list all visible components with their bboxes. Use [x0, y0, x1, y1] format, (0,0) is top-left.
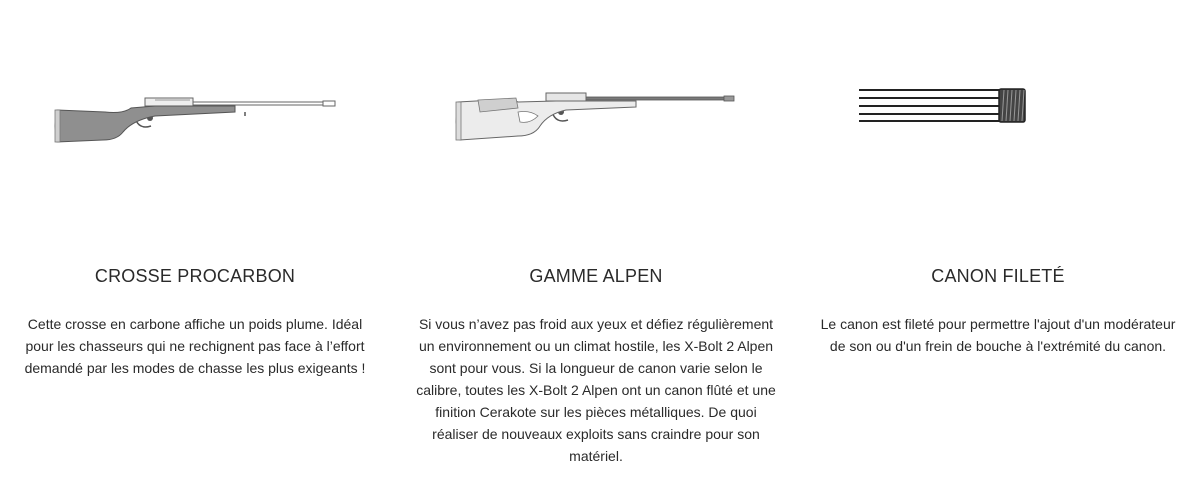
feature-alpen	[406, 0, 786, 498]
feature-threaded-barrel	[808, 0, 1188, 498]
feature-title: GAMME ALPEN	[529, 266, 663, 286]
rifle-procarbon-icon	[5, 60, 385, 180]
feature-description: Cette crosse en carbone affiche un poids plume. Idéal pour les chasseurs qui ne rechignent pas face à l’effort demandé par les modes de chasse les plus exigeants !	[24, 316, 366, 376]
feature-title: CANON FILETÉ	[931, 266, 1065, 286]
feature-description: Si vous n’avez pas froid aux yeux et défiez régulièrement un environnement ou un climat hostile, les X-Bolt 2 Alpen sont pour vous. Si la longueur de canon varie selon le calibre, toutes les X-Bolt 2 Alpen ont un canon flûté et une finition Cerakote sur les pièces métalliques. De quoi réaliser de nouveaux exploits sans craindre pour son matériel.	[416, 316, 776, 464]
rifle-alpen-icon	[406, 60, 786, 180]
feature-description: Le canon est fileté pour permettre l'ajout d'un modérateur de son ou d'un frein de bouche à l'extrémité du canon.	[820, 316, 1176, 354]
threaded-barrel-icon	[808, 60, 1188, 180]
feature-procarbon	[5, 0, 385, 498]
feature-title: CROSSE PROCARBON	[94, 266, 296, 286]
